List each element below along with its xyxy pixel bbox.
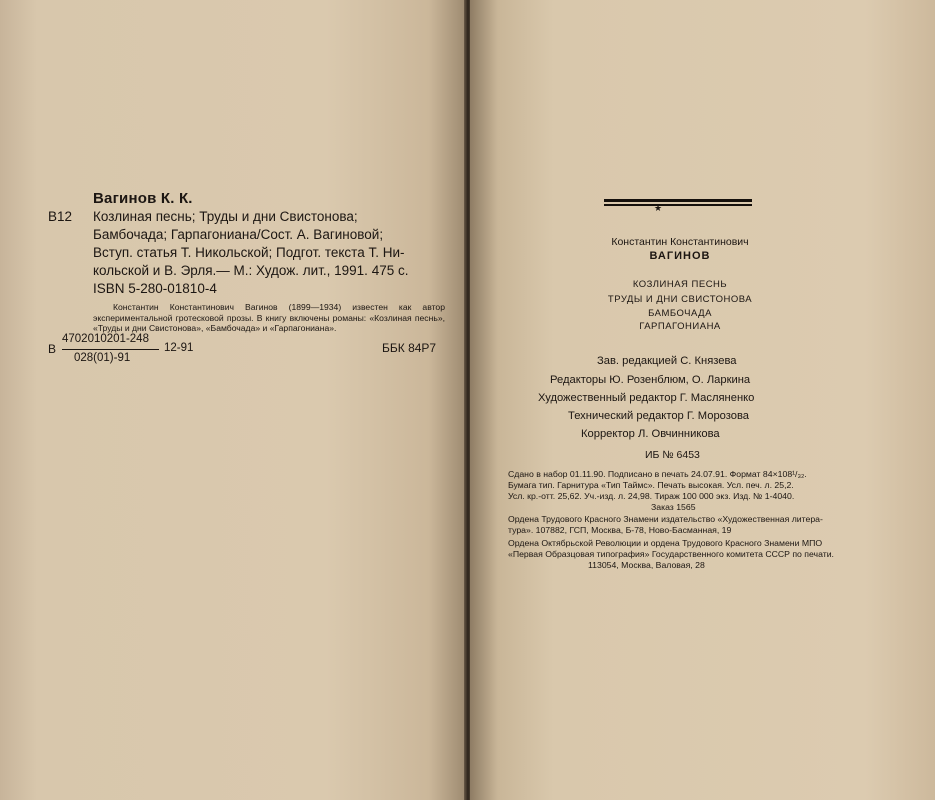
imprint [508,469,807,502]
cip-annotation: Константин Константинович Вагинов (1899—1934) известен как автор экспериментальной гротесковой прозы. В книгу включены романы: «Козлиная песнь», «Труды и дни Свистонова», «Бамбочада» и «Гарпагониана». [93,302,445,333]
title-4: ГАРПАГОНИАНА [639,321,721,332]
credit-tech-editor: Технический редактор Г. Морозова [568,410,750,422]
cip-line-2: Бамбочада; Гарпагониана/Сост. А. Вагиновой; [93,227,384,242]
code-numerator: 4702010201-248 [62,333,149,345]
code-denominator: 028(01)-91 [74,352,131,364]
author-surname: ВАГИНОВ [649,250,711,262]
printer-line: «Первая Образцовая типография» Государственного комитета СССР по печати. [508,549,834,559]
author-full-name: Константин Константинович [611,236,749,248]
publisher-line: Ордена Трудового Красного Знамени издательство «Художественная литера- [508,514,823,524]
credit-proofreader: Корректор Л. Овчинникова [581,428,720,440]
title-2: ТРУДЫ И ДНИ СВИСТОНОВА [607,294,753,305]
cip-author: Вагинов К. К. [93,190,193,207]
title-rule-thick [604,199,752,202]
bbk-code: ББК 84Р7 [382,341,437,355]
printer-info [508,538,834,571]
publisher-line: тура». 107882, ГСП, Москва, Б-78, Ново-Басманная, 19 [508,525,732,535]
printer-line: Ордена Октябрьской Революции и ордена Трудового Красного Знамени МПО [508,538,823,548]
credit-art-editor: Художественный редактор Г. Масляненко [538,392,755,404]
publisher-info [508,514,823,536]
imprint-line: Сдано в набор 01.11.90. Подписано в печать 24.07.91. Формат 84×108¹/₃₂. [508,469,807,479]
printer-line: 113054, Москва, Валовая, 28 [588,560,705,570]
title-1: КОЗЛИНАЯ ПЕСНЬ [632,279,728,290]
code-series: 12-91 [164,342,194,354]
cip-index: В12 [48,209,73,224]
credit-editors: Редакторы Ю. Розенблюм, О. Ларкина [550,374,751,386]
credit-editor-in-chief: Зав. редакцией С. Князева [597,355,737,367]
left-page [0,0,466,800]
code-letter: В [48,342,57,356]
title-3: БАМБОЧАДА [648,308,712,319]
order-number: Заказ 1565 [651,502,696,512]
cip-line-3: Вступ. статья Т. Никольской; Подгот. текста Т. Ни- [93,245,405,260]
cip-line-1: Козлиная песнь; Труды и дни Свистонова; [93,209,358,224]
cip-line-4: кольской и В. Эрля.— М.: Худож. лит., 1991. 475 с. [93,263,409,278]
ib-number: ИБ № 6453 [645,449,700,461]
title-rule-thin [604,204,752,206]
ornament-star-icon: ★ [654,203,663,213]
code-fraction-bar [62,349,159,350]
imprint-line: Усл. кр.-отт. 25,62. Уч.-изд. л. 24,98. Тираж 100 000 экз. Изд. № 1-4040. [508,491,795,501]
imprint-line: Бумага тип. Гарнитура «Тип Таймс». Печать высокая. Усл. печ. л. 25,2. [508,480,794,490]
cip-isbn: ISBN 5-280-01810-4 [93,281,217,296]
